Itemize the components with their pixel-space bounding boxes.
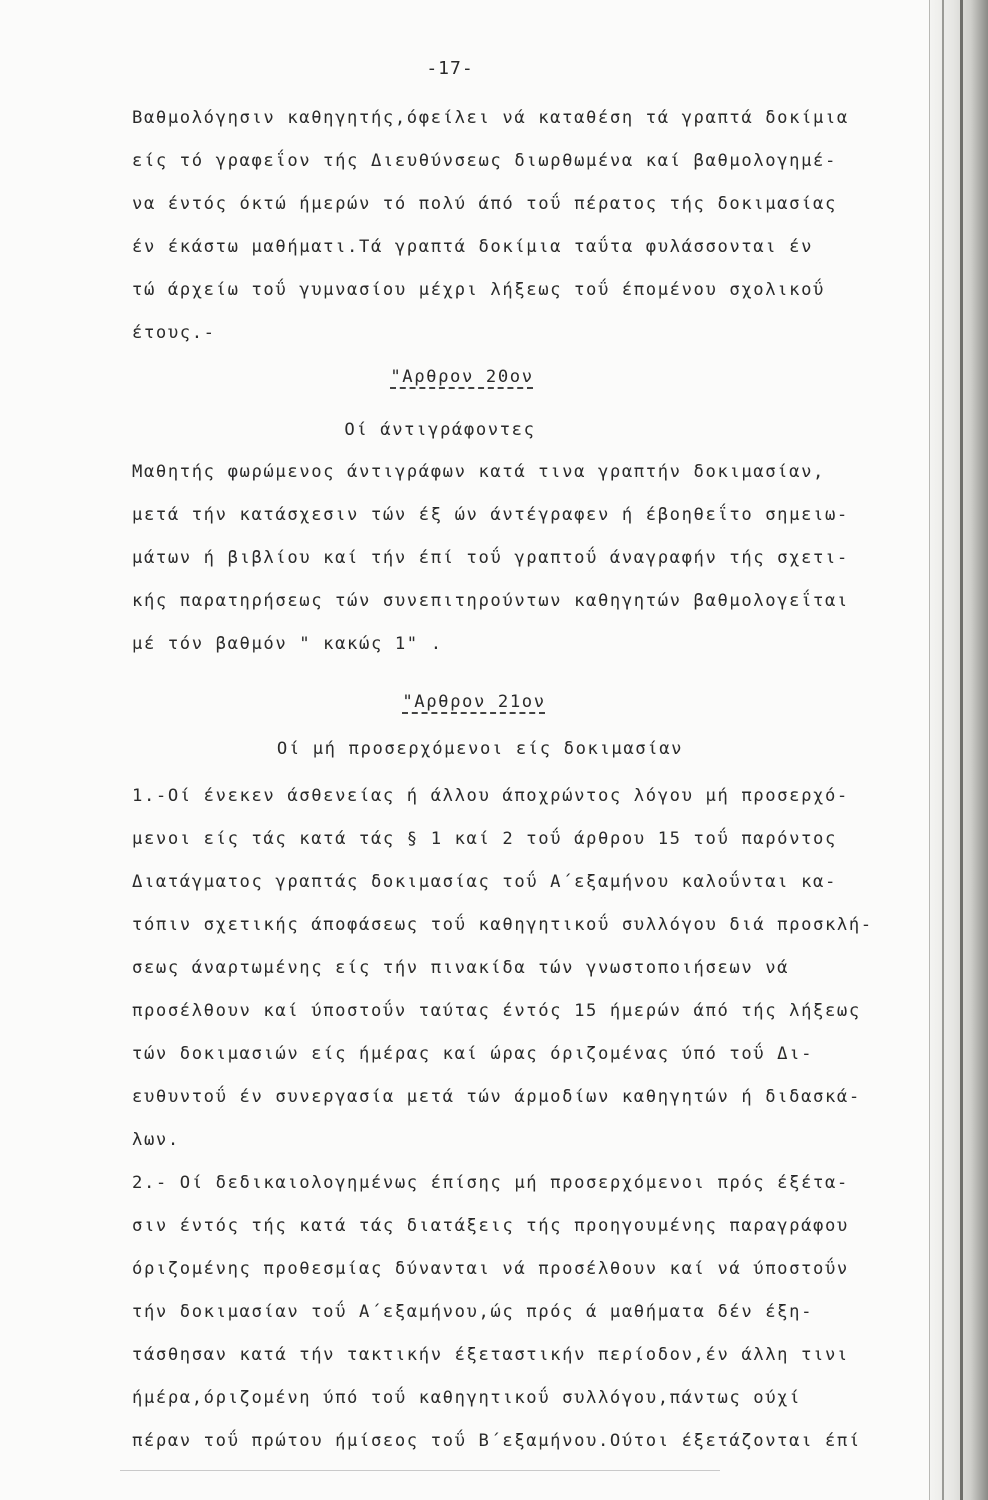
article-21-line: λων. [132, 1130, 180, 1150]
article-20-heading: "Αρθρον 20ον [390, 367, 534, 387]
paragraph-line: τώ άρχείω τοΰ γυμνασίου μέχρι λήξεως τοΰ έπομένου σχολικοΰ [132, 280, 825, 300]
article-21-line: πέραν τοΰ πρώτου ήμίσεος τοΰ Β΄εξαμήνου.Ούτοι έξετάζονται έπί [132, 1431, 861, 1451]
article-21-title: Οί μή προσερχόμενοι είς δοκιμασίαν [276, 739, 684, 759]
article-20-line: Μαθητής φωρώμενος άντιγράφων κατά τινα γραπτήν δοκιμασίαν, [132, 462, 825, 482]
article-21-heading: "Αρθρον 21ον [402, 692, 546, 712]
paragraph-line: έτους.- [132, 323, 216, 343]
page-number: -17- [426, 58, 474, 79]
page-binding-edge [929, 0, 988, 1500]
paragraph-line: είς τό γραφεΐον τής Διευθύνσεως διωρθωμένα καί βαθμολογημέ- [132, 151, 837, 171]
article-21-line: ευθυντοΰ έν συνεργασία μετά τών άρμοδίων καθηγητών ή διδασκά- [132, 1087, 861, 1107]
article-21-line: προσέλθουν καί ύποστοΰν ταύτας έντός 15 ήμερών άπό τής λήξεως [132, 1001, 861, 1021]
article-21-line: ήμέρα,όριζομένη ύπό τοΰ καθηγητικοΰ συλλόγου,πάντως ούχί [132, 1388, 802, 1408]
article-21-line: τήν δοκιμασίαν τοΰ Α΄εξαμήνου,ώς πρός ά μαθήματα δέν έξη- [132, 1302, 814, 1322]
article-21-line: 1.-Οί ένεκεν άσθενείας ή άλλου άποχρώντος λόγου μή προσερχό- [132, 786, 849, 806]
article-21-line: μενοι είς τάς κατά τάς § 1 καί 2 τοΰ άρθρου 15 τοΰ παρόντος [132, 829, 837, 849]
article-21-line: όριζομένης προθεσμίας δύνανται νά προσέλθουν καί νά ύποστοΰν [132, 1259, 849, 1279]
paragraph-line: έν έκάστω μαθήματι.Τά γραπτά δοκίμια ταΰτα φυλάσσονται έν [132, 237, 814, 257]
article-21-line: Διατάγματος γραπτάς δοκιμασίας τοΰ Α΄εξαμήνου καλοΰνται κα- [132, 872, 837, 892]
footer-divider [120, 1470, 720, 1471]
article-20-line: μέ τόν βαθμόν " κακώς 1" . [132, 634, 443, 654]
article-21-line: τόπιν σχετικής άποφάσεως τοΰ καθηγητικοΰ συλλόγου διά προσκλή- [132, 915, 873, 935]
article-21-line: σιν έντός τής κατά τάς διατάξεις τής προηγουμένης παραγράφου [132, 1216, 849, 1236]
article-21-line: τών δοκιμασιών είς ήμέρας καί ώρας όριζομένας ύπό τοΰ Δι- [132, 1044, 814, 1064]
article-20-title: Οί άντιγράφοντες [344, 420, 536, 440]
article-21-line: 2.- Οί δεδικαιολογημένως έπίσης μή προσερχόμενοι πρός έξέτα- [132, 1173, 849, 1193]
article-21-line: σεως άναρτωμένης είς τήν πινακίδα τών γνωστοποιήσεων νά [132, 958, 790, 978]
article-21-line: τάσθησαν κατά τήν τακτικήν έξεταστικήν περίοδον,έν άλλη τινι [132, 1345, 849, 1365]
article-20-line: μάτων ή βιβλίου καί τήν έπί τοΰ γραπτοΰ άναγραφήν τής σχετι- [132, 548, 849, 568]
paragraph-line: να έντός όκτώ ήμερών τό πολύ άπό τοΰ πέρατος τής δοκιμασίας [132, 194, 837, 214]
paragraph-line: Βαθμολόγησιν καθηγητής,όφείλει νά καταθέση τά γραπτά δοκίμια [132, 108, 849, 128]
article-20-line: κής παρατηρήσεως τών συνεπιτηρούντων καθηγητών βαθμολογεΐται [132, 591, 849, 611]
article-20-line: μετά τήν κατάσχεσιν τών έξ ών άντέγραφεν ή έβοηθεΐτο σημειω- [132, 505, 849, 525]
